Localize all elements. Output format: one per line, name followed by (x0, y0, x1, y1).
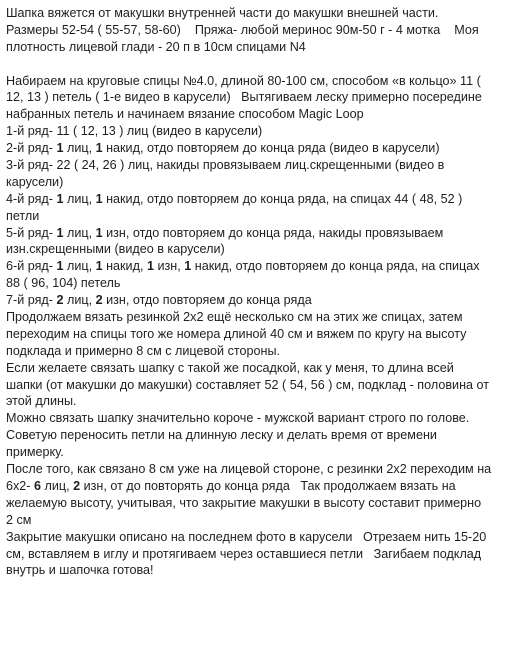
text-line (6, 292, 513, 309)
text-line (6, 410, 513, 427)
text-line (6, 427, 513, 444)
text-line (6, 73, 513, 90)
text-run: Продолжаем вязать резинкой 2х2 ещё несколько см на этих же спицах, затем (6, 310, 463, 325)
text-run: примерку. (6, 445, 64, 460)
text-line (6, 309, 513, 326)
text-line (6, 258, 513, 275)
bold-count: 1 (56, 141, 64, 156)
bold-count: 1 (95, 225, 103, 240)
text-run: изн.скрещенными (видео в карусели) (6, 242, 225, 257)
bold-count: 1 (95, 259, 103, 274)
bold-count: 1 (95, 141, 103, 156)
text-line (6, 241, 513, 258)
text-run: Набираем на круговые спицы №4.0, длиной 80-100 см, способом «в кольцо» 11 ( (6, 73, 481, 88)
text-run: изн, отдо повторяем до конца ряда, накиды провязываем (102, 225, 444, 240)
bold-count: 1 (146, 259, 154, 274)
text-run: накид, (102, 259, 147, 274)
text-line (6, 377, 513, 394)
text-run: изн, (153, 259, 185, 274)
text-run: изн, отдо повторяем до конца ряда (102, 293, 312, 308)
text-run: Размеры 52-54 ( 55-57, 58-60) Пряжа- любой меринос 90м-50 г - 4 мотка Моя (6, 22, 479, 37)
bold-count: 2 (56, 293, 64, 308)
text-run: 12, 13 ) петель ( 1-е видео в карусели) Вытягиваем леску примерно посередине (6, 90, 482, 105)
text-line (6, 512, 513, 529)
text-run: 1-й ряд- 11 ( 12, 13 ) лиц (видео в карусели) (6, 124, 263, 139)
text-line (6, 39, 513, 56)
text-line (6, 89, 513, 106)
text-line (6, 562, 513, 579)
text-line (6, 5, 513, 22)
text-run: подклада и примерно 8 см с лицевой стороны. (6, 343, 281, 358)
bold-count: 2 (73, 478, 81, 493)
text-run: 6х2- (6, 478, 34, 493)
bold-count: 1 (56, 259, 64, 274)
bold-count: 1 (56, 191, 64, 206)
text-run: шапки (от макушки до макушки) составляет 52 ( 54, 56 ) см, подклад - половина от (6, 377, 490, 392)
text-run: 7-й ряд- (6, 293, 57, 308)
text-line (6, 140, 513, 157)
text-run: Шапка вяжется от макушки внутренней части до макушки внешней части. (6, 6, 439, 20)
text-run: 3-й ряд- 22 ( 24, 26 ) лиц, накиды провязываем лиц.скрещенными (видео в (6, 158, 445, 173)
text-line (6, 478, 513, 495)
text-run: см, вставляем в иглу и протягиваем через оставшиеся петли Загибаем подклад (6, 546, 482, 561)
text-run: изн, от до повторять до конца ряда Так продолжаем вязать на (80, 478, 456, 493)
text-run: лиц, (63, 259, 96, 274)
text-line (6, 444, 513, 461)
text-run: 2 см (6, 512, 32, 527)
text-run: внутрь и шапочка готова! (6, 563, 154, 578)
text-line (6, 22, 513, 39)
text-run: 88 ( 96, 104) петель (6, 276, 121, 291)
text-line (6, 495, 513, 512)
text-run: 4-й ряд- (6, 191, 57, 206)
text-run: петли (6, 208, 40, 223)
text-run: лиц, (63, 191, 96, 206)
text-line (6, 157, 513, 174)
text-run: накид, отдо повторяем до конца ряда (видео в карусели) (102, 141, 440, 156)
text-run: плотность лицевой глади - 20 п в 10см спицами N4 (6, 39, 306, 54)
text-run: накид, отдо повторяем до конца ряда, на спицах 44 ( 48, 52 ) (102, 191, 463, 206)
text-line (6, 174, 513, 191)
text-line (6, 106, 513, 123)
bold-count: 1 (56, 225, 64, 240)
text-run: После того, как связано 8 см уже на лицевой стороне, с резинки 2х2 переходим на (6, 462, 492, 477)
text-run: переходим на спицы того же номера длиной 40 см и вяжем по кругу на высоту (6, 326, 467, 341)
text-run: лиц, (41, 478, 74, 493)
text-line (6, 123, 513, 140)
text-run: Можно связать шапку значительно короче - мужской вариант строго по голове. (6, 411, 470, 426)
text-line (6, 529, 513, 546)
text-line (6, 275, 513, 292)
text-line (6, 343, 513, 360)
bold-count: 1 (184, 259, 192, 274)
text-line (6, 208, 513, 225)
text-line (6, 360, 513, 377)
text-line (6, 326, 513, 343)
text-run: лиц, (63, 225, 96, 240)
text-run: лиц, (63, 141, 96, 156)
text-run: 6-й ряд- (6, 259, 57, 274)
text-run: лиц, (63, 293, 96, 308)
text-line (6, 393, 513, 410)
bold-count: 2 (95, 293, 103, 308)
text-run: Если желаете связать шапку с такой же посадкой, как у меня, то длина всей (6, 360, 454, 375)
text-run: Закрытие макушки описано на последнем фото в карусели Отрезаем нить 15-20 (6, 529, 487, 544)
text-line (6, 191, 513, 208)
text-run: набранных петель и начинаем вязание способом Magic Loop (6, 107, 364, 122)
text-run: этой длины. (6, 394, 77, 409)
text-run: накид, отдо повторяем до конца ряда, на спицах (191, 259, 480, 274)
bold-count: 1 (95, 191, 103, 206)
text-line (6, 546, 513, 563)
text-run: карусели) (6, 174, 64, 189)
bold-count: 6 (34, 478, 42, 493)
blank-line (6, 56, 513, 73)
text-line (6, 461, 513, 478)
text-run: 2-й ряд- (6, 141, 57, 156)
text-run: 5-й ряд- (6, 225, 57, 240)
text-line (6, 225, 513, 242)
text-run: Советую переносить петли на длинную леску и делать время от времени (6, 428, 437, 443)
text-run: желаемую высоту, учитывая, что закрытие макушки в высоту составит примерно (6, 495, 482, 510)
